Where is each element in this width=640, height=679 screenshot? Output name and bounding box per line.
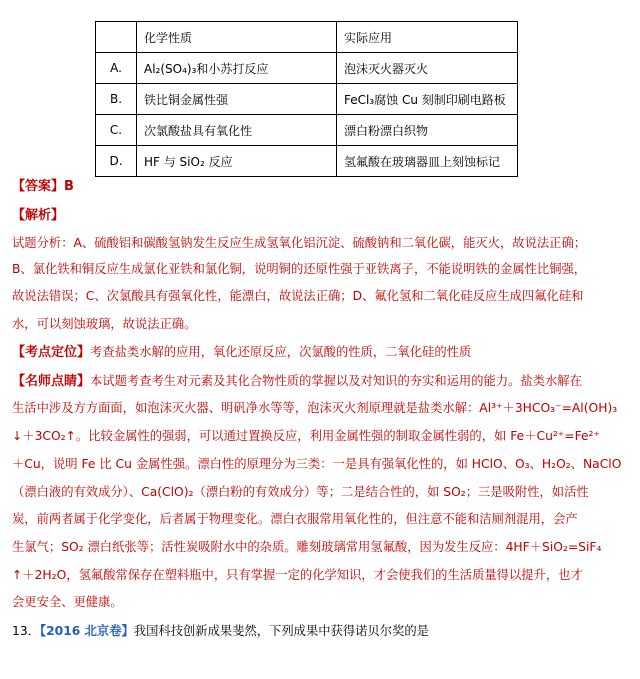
option-property: HF 与 SiO₂ 反应 bbox=[137, 146, 337, 177]
mingshi-line: 炭，前两者属于化学变化，后者属于物理变化。漂白衣服常用氧化性的，但注意不能和洁厕剂混用，会产 bbox=[12, 512, 578, 526]
option-label: D. bbox=[96, 146, 137, 177]
mingshi-line: ↓＋3CO₂↑。比较金属性的强弱，可以通过置换反应，利用金属性强的制取金属性弱的，如 Fe＋Cu²⁺=Fe²⁺ bbox=[12, 429, 600, 443]
answer-tag: 【答案】 bbox=[12, 179, 65, 194]
mingshi-line: 生氯气；SO₂ 漂白纸张等；活性炭吸附水中的杂质。雕刻玻璃常用氢氟酸，因为发生反应：4HF＋SiO₂=SiF₄ bbox=[12, 540, 602, 554]
option-label: B. bbox=[96, 84, 137, 115]
mingshi-line: 会更安全、更健康。 bbox=[12, 595, 123, 609]
analysis-line: 故说法错误；C、次氯酸具有强氧化性，能漂白，故说法正确；D、氟化氢和二氧化硅反应生成四氟化硅和 bbox=[12, 289, 584, 303]
question-13 bbox=[12, 620, 632, 642]
table-row bbox=[96, 115, 518, 146]
question-text: 我国科技创新成果斐然，下列成果中获得诺贝尔奖的是 bbox=[133, 624, 429, 638]
option-label: C. bbox=[96, 115, 137, 146]
analysis-tag-line bbox=[12, 204, 632, 227]
answer-value: B bbox=[64, 179, 74, 194]
table-row bbox=[96, 53, 518, 84]
analysis-line: 水，可以刻蚀玻璃，故说法正确。 bbox=[12, 317, 197, 331]
option-property: Al₂(SO₄)₃和小苏打反应 bbox=[137, 53, 337, 84]
option-label: A. bbox=[96, 53, 137, 84]
kaodian-line bbox=[12, 341, 632, 364]
option-application: 漂白粉漂白织物 bbox=[337, 115, 518, 146]
kaodian-tag: 【考点定位】 bbox=[12, 345, 91, 360]
mingshi-text: 本试题考查考生对元素及其化合物性质的掌握以及对知识的夯实和运用的能力。盐类水解在 bbox=[90, 374, 582, 388]
table-row bbox=[96, 146, 518, 177]
table-header-cell: 化学性质 bbox=[137, 22, 337, 53]
option-property: 次氯酸盐具有氧化性 bbox=[137, 115, 337, 146]
mingshi-line: （漂白液的有效成分）、Ca(ClO)₂（漂白粉的有效成分）等；二是结合性的，如 SO₂；三是吸附性，如活性 bbox=[12, 485, 589, 499]
mingshi-line: ＋Cu，说明 Fe 比 Cu 金属性强。漂白性的原理分为三类：一是具有强氧化性的，如 HClO、O₃、H₂O₂、NaClO bbox=[12, 457, 622, 471]
table-header-cell: 实际应用 bbox=[337, 22, 518, 53]
mingshi-tag: 【名师点睛】 bbox=[12, 374, 91, 389]
mingshi-line bbox=[12, 370, 632, 393]
analysis-line: B、氯化铁和铜反应生成氯化亚铁和氯化铜，说明铜的还原性强于亚铁离子，不能说明铁的金属性比铜强， bbox=[12, 262, 587, 276]
option-application: 氢氟酸在玻璃器皿上刻蚀标记 bbox=[337, 146, 518, 177]
question-source: 【2016 北京卷】 bbox=[39, 624, 134, 638]
analysis-tag: 【解析】 bbox=[12, 208, 65, 223]
table-header-row bbox=[96, 22, 518, 53]
answer-line bbox=[12, 175, 632, 198]
kaodian-text: 考查盐类水解的应用，氧化还原反应，次氯酸的性质，二氧化硅的性质 bbox=[90, 345, 472, 359]
option-application: 泡沫灭火器灭火 bbox=[337, 53, 518, 84]
options-table bbox=[95, 21, 518, 177]
analysis-line: 试题分析：A、硫酸铝和碳酸氢钠发生反应生成氢氧化铝沉淀、硫酸钠和二氧化碳，能灭火，故说法正确； bbox=[12, 236, 587, 250]
question-number: 13． bbox=[12, 624, 40, 638]
mingshi-line: 生活中涉及方方面面，如泡沫灭火器、明矾净水等等，泡沫灭火剂原理就是盐类水解：Al³⁺＋3HCO₃⁻=Al(OH)₃ bbox=[12, 401, 618, 415]
table-header-cell bbox=[96, 22, 137, 53]
table-row bbox=[96, 84, 518, 115]
mingshi-line: ↑＋2H₂O，氢氟酸常保存在塑料瓶中，只有掌握一定的化学知识，才会使我们的生活质量得以提升，也才 bbox=[12, 568, 583, 582]
option-application: FeCl₃腐蚀 Cu 刻制印刷电路板 bbox=[337, 84, 518, 115]
option-property: 铁比铜金属性强 bbox=[137, 84, 337, 115]
